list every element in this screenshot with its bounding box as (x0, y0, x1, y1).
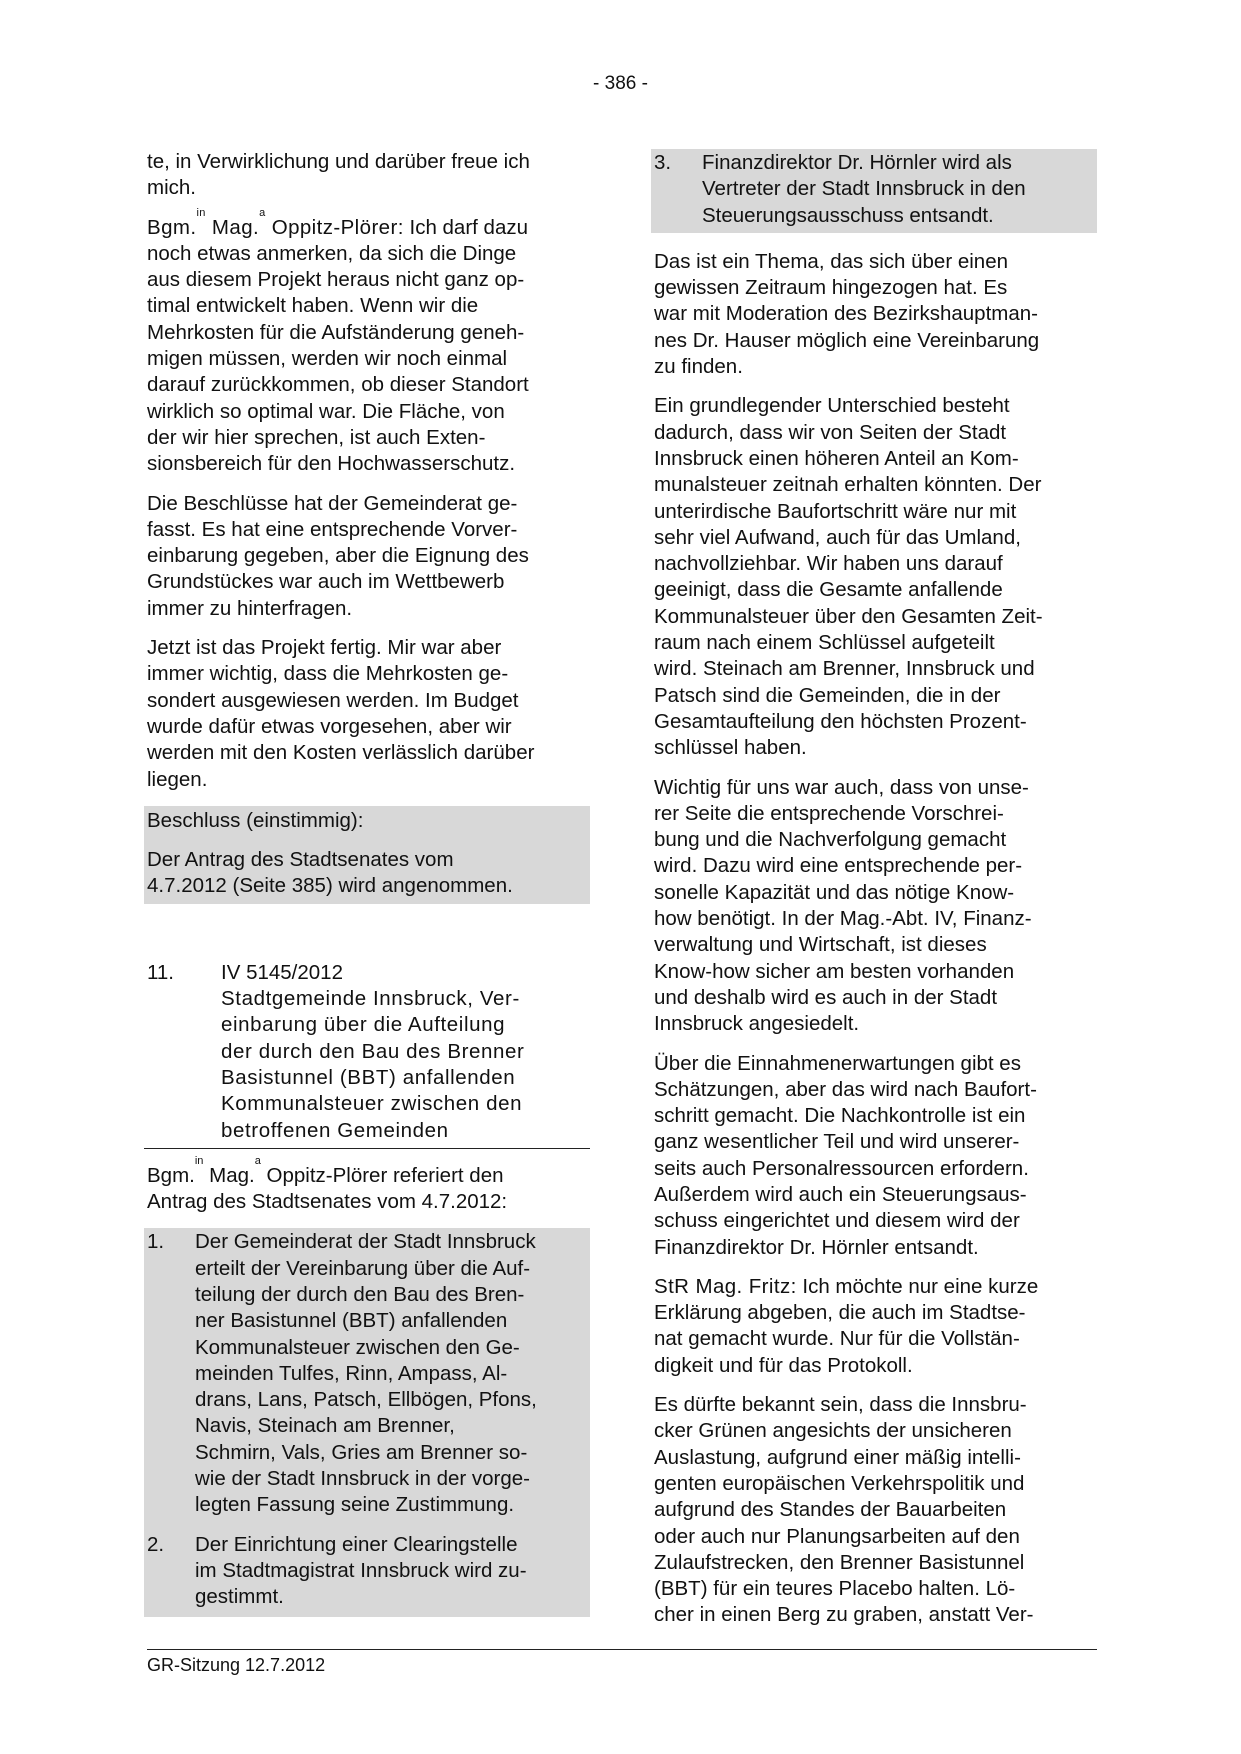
speech-oppitz-ploerer: Bgm.$^{in}$ Mag.$^a$ Oppitz-Plörer: Ich darf dazu noch etwas anmerken, da sich die Dinge aus diesem Projekt heraus nicht ganz op- timal entwickelt haben. Wenn wir die Mehrkosten für die Aufständerung geneh- migen müssen, werden wir noch einmal darauf zurückkommen, ob dieser Standort wirklich so optimal war. Die Fläche, von der wir hier sprechen, ist auch Exten- sionsbereich für den Hochwasserschutz. (147, 206, 529, 476)
paragraph: Wichtig für uns war auch, dass von unse- rer Seite die entsprechende Vorschrei- bung und die Nachverfolgung gemacht wird. Dazu wird eine entsprechende per- sonelle Kapazität und das nötige Know- how benötigt. In der Mag.-Abt. IV, Finanz- verwaltung und Wirtschaft, ist dieses Know-how sicher am besten vorhanden und deshalb wird es auch in der Stadt Innsbruck angesiedelt. (654, 775, 1032, 1036)
paragraph: Die Beschlüsse hat der Gemeinderat ge- fasst. Es hat eine entsprechende Vorver- einbarung gegeben, aber die Eignung des Grundstückes war auch im Wettbewerb immer zu hinterfragen. (147, 491, 529, 620)
left-column (147, 149, 587, 1617)
agenda-item-reference: IV 5145/2012 (221, 960, 343, 984)
speaker-name: Bgm.$^{in}$ Mag.$^a$ Oppitz-Plörer: (147, 206, 404, 239)
resolution-text: Der Antrag des Stadtsenates vom 4.7.2012 (Seite 385) wird angenommen. (147, 848, 513, 898)
agenda-item-number: 11. (147, 960, 174, 984)
agenda-item-header (147, 960, 587, 986)
speech-fritz: StR Mag. Fritz: Ich möchte nur eine kurze Erklärung abgeben, die auch im Stadtse- nat gemacht wurde. Nur für die Vollstän- digkeit und für das Protokoll. (654, 1274, 1039, 1377)
resolution-title: Beschluss (einstimmig): (147, 808, 364, 832)
agenda-item-title: Stadtgemeinde Innsbruck, Ver- einbarung über die Aufteilung der durch den Bau des Brenner Basistunnel (BBT) anfallenden Kommunalsteuer zwischen den betroffenen Gemeinden (221, 987, 525, 1142)
right-column (654, 149, 1094, 1642)
paragraph: Es dürfte bekannt sein, dass die Innsbru- cker Grünen angesichts der unsicheren Auslastung, aufgrund einer mäßig intelli- genten europäischen Verkehrspolitik und aufgrund des Standes der Bauarbeiten oder auch nur Planungsarbeiten auf den Zulaufstrecken, den Brenner Basistunnel (BBT) für ein teures Placebo halten. Lö- cher in einen Berg zu graben, anstatt Ver- (654, 1393, 1034, 1627)
divider (144, 1148, 590, 1149)
paragraph: Ein grundlegender Unterschied besteht dadurch, dass wir von Seiten der Stadt Innsbruck einen höheren Anteil an Kom- munalsteuer zeitnah erhalten könnten. Der unterirdische Baufortschritt wäre nur mit sehr viel Aufwand, auch für das Umland, nachvollziehbar. Wir haben uns darauf geeinigt, dass die Gesamte anfallende Kommunalsteuer über den Gesamten Zeit- raum nach einem Schlüssel aufgeteilt wird. Steinach am Brenner, Innsbruck und Patsch sind die Gemeinden, die in der Gesamtaufteilung den höchsten Prozent- schlüssel haben. (654, 394, 1043, 760)
list-item: 1. Der Gemeinderat der Stadt Innsbruck erteilt der Vereinbarung über die Auf- teilung der durch den Bau des Bren- ner Basistunnel (BBT) anfallenden Kommunalsteuer zwischen den Ge- meinden Tulfes, Rinn, Ampass, Al- drans, Lans, Patsch, Ellbögen, Pfons, Navis, Steinach am Brenner, Schmirn, Vals, Gries am Brenner so- wie der Stadt Innsbruck in der vorge- legten Fassung seine Zustimmung. (147, 1230, 537, 1517)
list-item: 3. Finanzdirektor Dr. Hörnler wird als Vertreter der Stadt Innsbruck in den Steuerungsausschuss entsandt. (651, 149, 1097, 233)
footer-session-date: GR-Sitzung 12.7.2012 (147, 1655, 326, 1675)
paragraph: Über die Einnahmenerwartungen gibt es Schätzungen, aber das wird nach Baufort- schritt gemacht. Die Nachkontrolle ist ein ganz wesentlicher Teil und wird unserer- seits auch Personalressourcen erfordern. Außerdem wird auch ein Steuerungsaus- schuss eingerichtet und diesem wird der Finanzdirektor Dr. Hörnler entsandt. (654, 1051, 1037, 1259)
page-number: - 386 - (593, 73, 648, 94)
motion-list (144, 1228, 590, 1616)
paragraph: te, in Verwirklichung und darüber freue ich mich. (147, 150, 530, 200)
list-item: 2. Der Einrichtung einer Clearingstelle im Stadtmagistrat Innsbruck wird zu- gestimmt. (147, 1532, 527, 1609)
motion-intro: Bgm.$^{in}$ Mag.$^a$ Oppitz-Plörer referiert den Antrag des Stadtsenates vom 4.7.2012: (147, 1154, 508, 1214)
footer-divider (147, 1649, 1097, 1650)
paragraph: Das ist ein Thema, das sich über einen gewissen Zeitraum hingezogen hat. Es war mit Moderation des Bezirkshauptman- nes Dr. Hauser möglich eine Vereinbarung zu finden. (654, 249, 1040, 379)
paragraph: Jetzt ist das Projekt fertig. Mir war aber immer wichtig, dass die Mehrkosten ge- sondert ausgewiesen werden. Im Budget wurde dafür etwas vorgesehen, aber wir werden mit den Kosten verlässlich darüber liegen. (147, 636, 535, 791)
resolution-box (144, 806, 590, 904)
speaker-name: StR Mag. Fritz: (654, 1274, 797, 1298)
